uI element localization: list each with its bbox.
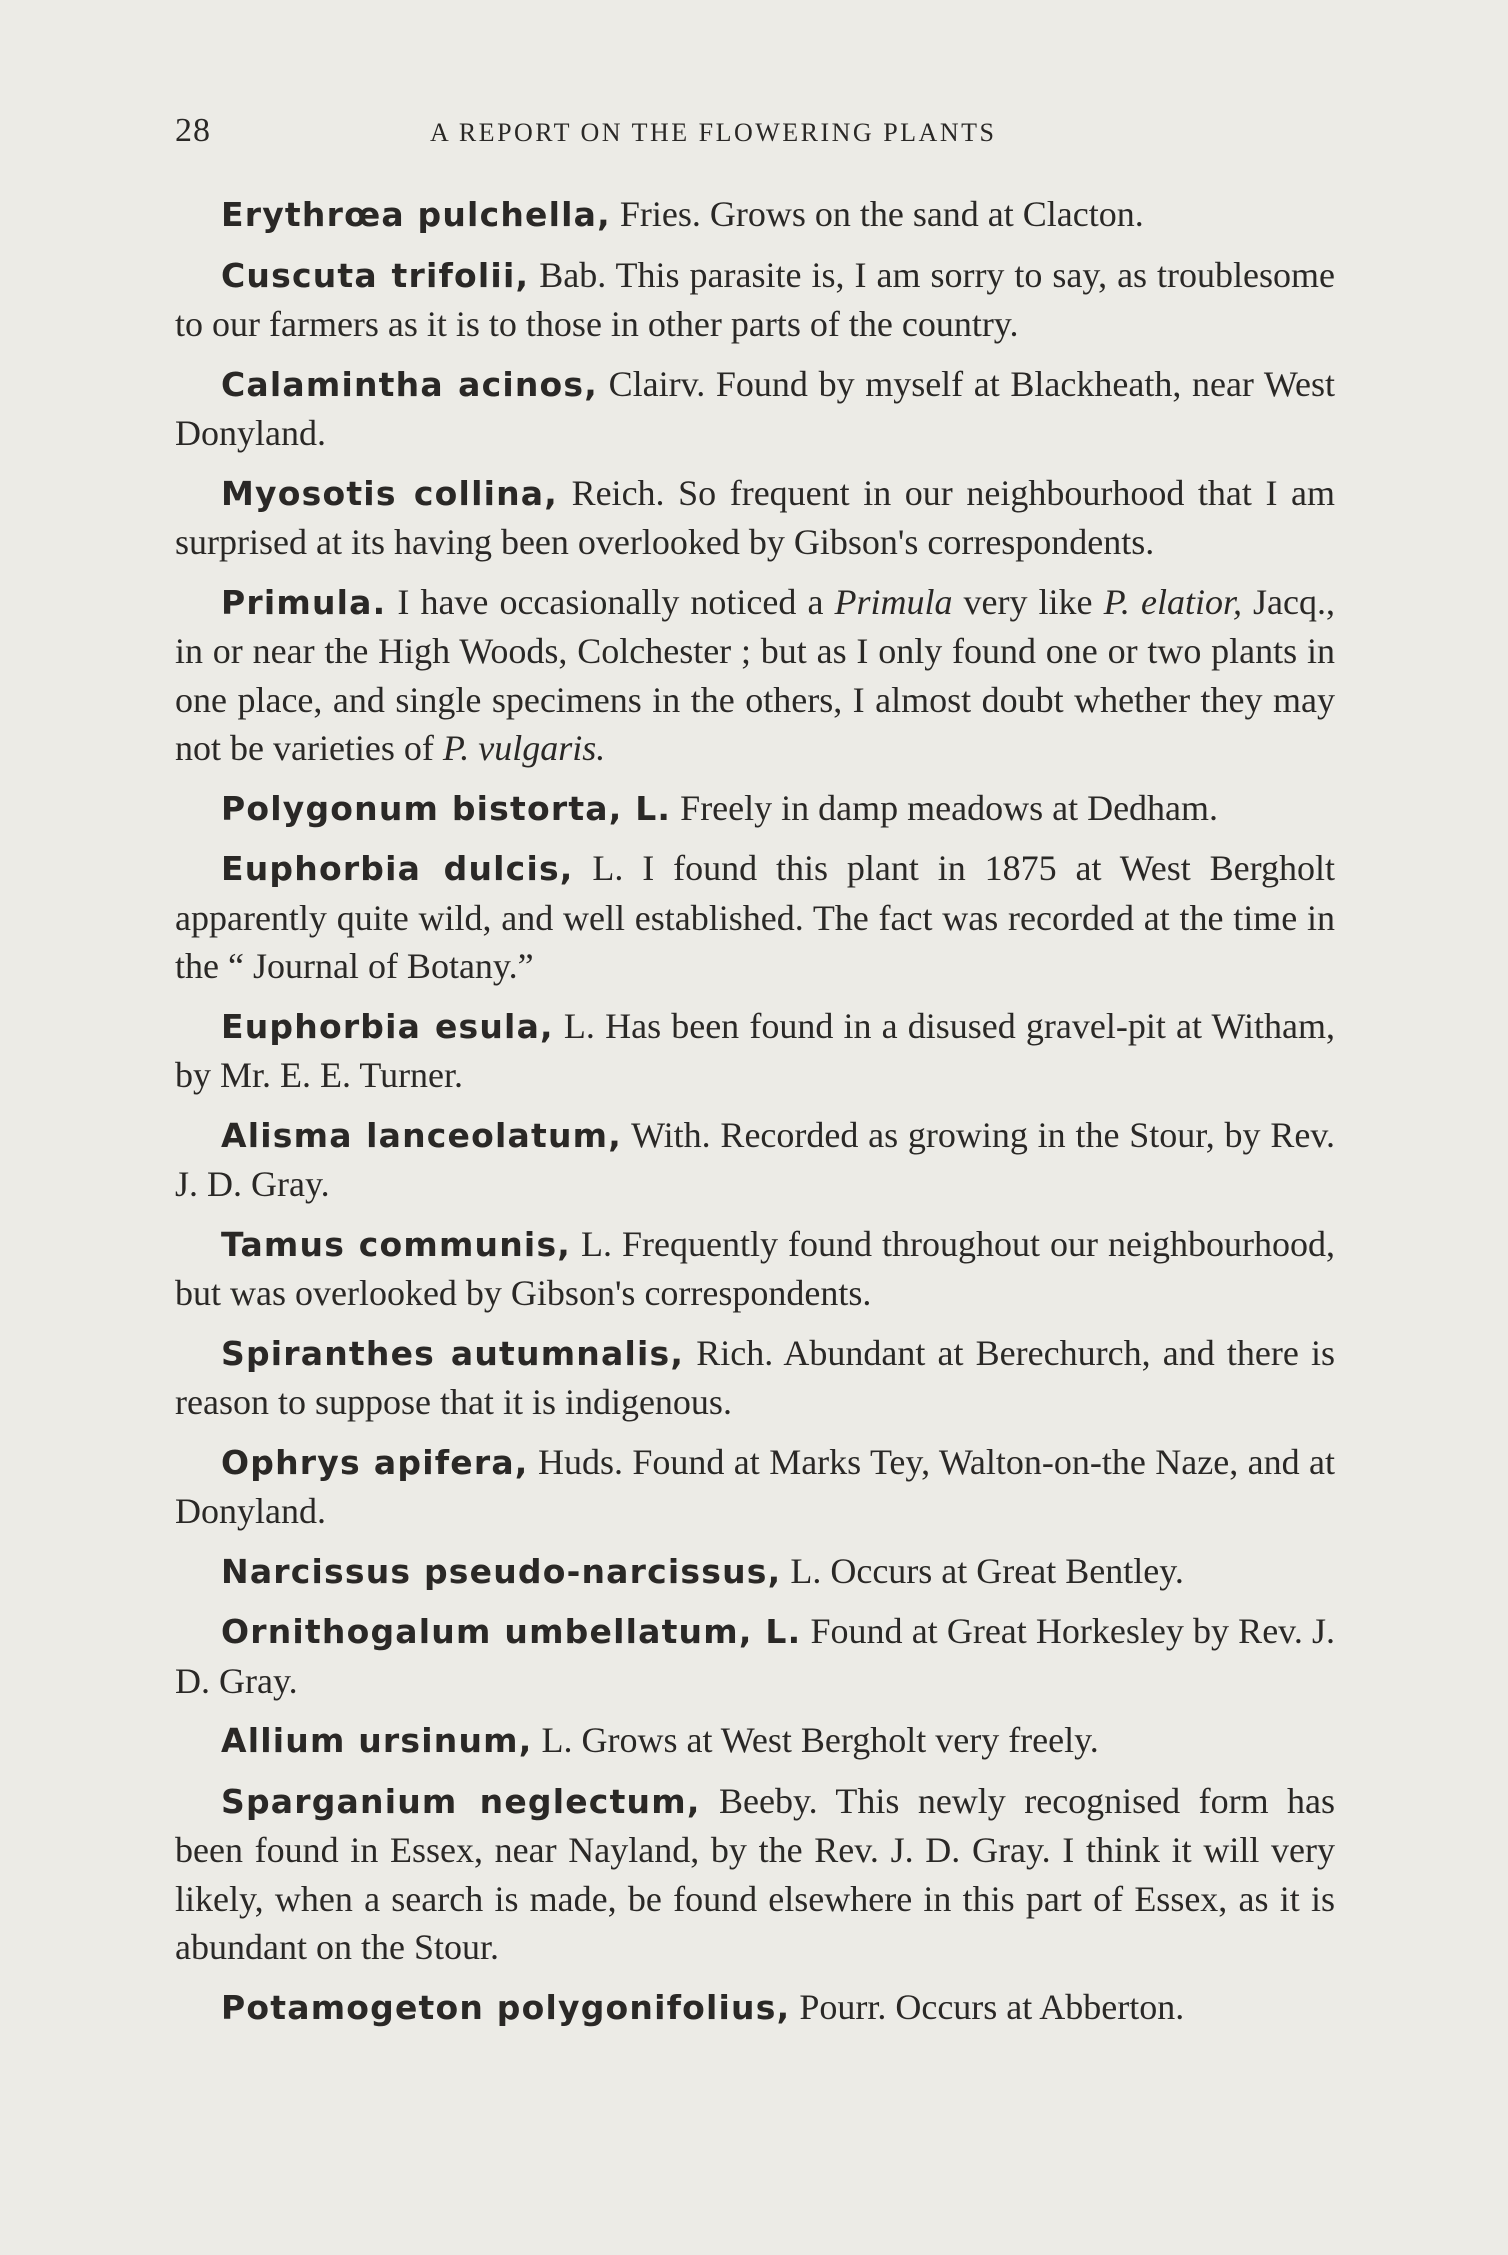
species-name: Potamogeton polygonifolius, xyxy=(221,1987,791,2027)
species-authority: Pourr. xyxy=(790,1986,887,2027)
species-authority: Rich. xyxy=(684,1332,774,1373)
species-note: I found this plant in 1875 at West Bergholt apparently quite wild, and well established. The fact was recorded at the time in the “ Journal of Botany.” xyxy=(175,848,1335,986)
species-note: Grows on the sand at Clacton. xyxy=(700,194,1144,234)
italic-taxon: Primula xyxy=(834,581,953,622)
species-note: Freely in damp meadows at Dedham. xyxy=(671,787,1219,828)
species-name: Erythrœa pulchella, xyxy=(221,195,611,234)
species-name: Primula. xyxy=(221,582,387,622)
species-authority: Clairv. xyxy=(598,363,706,404)
page-header xyxy=(175,112,1335,156)
entry-euphorbia-esula xyxy=(175,1002,1335,1100)
species-authority: L. xyxy=(781,1550,822,1591)
species-name: Alisma lanceolatum, xyxy=(221,1115,622,1155)
entry-potamogeton xyxy=(175,1983,1335,2033)
species-name: Tamus communis, xyxy=(221,1224,572,1264)
species-name: Calamintha acinos, xyxy=(221,364,598,404)
species-note: very like xyxy=(952,581,1104,622)
entry-sparganium xyxy=(175,1777,1335,1972)
species-authority: L. xyxy=(553,1005,595,1046)
species-name: Cuscuta trifolii, xyxy=(221,255,530,295)
species-note: Abundant at Berechurch, and there is reason to suppose that it is indigenous. xyxy=(175,1332,1335,1422)
page-body xyxy=(175,190,1335,2043)
entry-ophrys xyxy=(175,1438,1335,1536)
species-name: Ornithogalum umbellatum, L. xyxy=(221,1612,802,1651)
species-authority: Huds. xyxy=(528,1441,623,1482)
species-note: This parasite is, I am sorry to say, as troublesome to our farmers as it is to those in other parts of the country. xyxy=(175,254,1336,344)
species-name: Sparganium neglectum, xyxy=(221,1781,701,1821)
entry-alisma xyxy=(175,1111,1335,1209)
species-note: Recorded as growing in the Stour, by Rev. J. D. Gray. xyxy=(175,1114,1335,1204)
entry-allium xyxy=(175,1716,1335,1766)
species-name: Myosotis collina, xyxy=(221,473,558,513)
species-name: Polygonum bistorta, L. xyxy=(221,788,672,828)
italic-taxon: P. elatior, xyxy=(1103,581,1242,622)
species-authority: Fries. xyxy=(610,194,701,234)
species-note: So frequent in our neighbourhood that I am surprised at its having been overlooked by Gibson's correspondents. xyxy=(175,472,1335,562)
species-note: Occurs at Abberton. xyxy=(886,1986,1185,2027)
species-authority: L. xyxy=(571,1223,613,1264)
running-head: A REPORT ON THE FLOWERING PLANTS xyxy=(430,118,997,147)
entry-narcissus xyxy=(175,1547,1335,1597)
entry-euphorbia-dulcis xyxy=(175,844,1335,991)
species-note: Jacq., in or near the High Woods, Colchester ; but as I only found one or two plants in one place, and single specimens in the others, I almost doubt whether they may not be varieties of xyxy=(175,581,1335,768)
entry-calamintha xyxy=(175,360,1335,458)
species-note: Occurs at Great Bentley. xyxy=(821,1550,1184,1591)
species-name: Euphorbia dulcis, xyxy=(221,849,574,888)
species-note: Grows at West Bergholt very freely. xyxy=(572,1720,1099,1760)
species-authority: Beeby. xyxy=(700,1780,818,1821)
species-name: Narcissus pseudo-narcissus, xyxy=(221,1551,782,1591)
species-authority: Reich. xyxy=(558,472,665,513)
entry-cuscuta xyxy=(175,251,1335,349)
species-note: I have occasionally noticed a xyxy=(386,581,835,622)
species-name: Spiranthes autumnalis, xyxy=(221,1333,685,1373)
species-note: Found by myself at Blackheath, near West Donyland. xyxy=(175,363,1335,453)
species-authority: With. xyxy=(621,1114,711,1155)
entry-primula xyxy=(175,578,1335,773)
page-number: 28 xyxy=(175,112,211,149)
species-name: Allium ursinum, xyxy=(221,1721,533,1760)
species-note: Found at Great Horkesley by Rev. J. D. Gray. xyxy=(175,1611,1335,1701)
species-authority: Bab. xyxy=(529,254,607,295)
italic-taxon: P. vulgaris. xyxy=(442,728,606,768)
entry-tamus xyxy=(175,1220,1335,1318)
entry-erythraea xyxy=(175,190,1335,240)
entry-polygonum xyxy=(175,784,1335,834)
entry-myosotis xyxy=(175,469,1335,567)
species-note: Found at Marks Tey, Walton-on-the Naze, and at Donyland. xyxy=(175,1441,1335,1531)
species-note: Has been found in a disused gravel-pit at Witham, by Mr. E. E. Turner. xyxy=(175,1005,1336,1095)
entry-ornithogalum xyxy=(175,1607,1335,1705)
species-name: Euphorbia esula, xyxy=(221,1006,554,1046)
species-authority: L. xyxy=(573,848,624,888)
species-authority: L. xyxy=(532,1720,573,1760)
species-name: Ophrys apifera, xyxy=(221,1442,529,1482)
species-note: Frequently found throughout our neighbourhood, but was overlooked by Gibson's correspondents. xyxy=(175,1223,1335,1313)
entry-spiranthes xyxy=(175,1329,1335,1427)
species-note: This newly recognised form has been found in Essex, near Nayland, by the Rev. J. D. Gray. I think it will very likely, when a search is made, be found elsewhere in this part of Essex, as it is abundant on the Stour. xyxy=(175,1780,1335,1967)
